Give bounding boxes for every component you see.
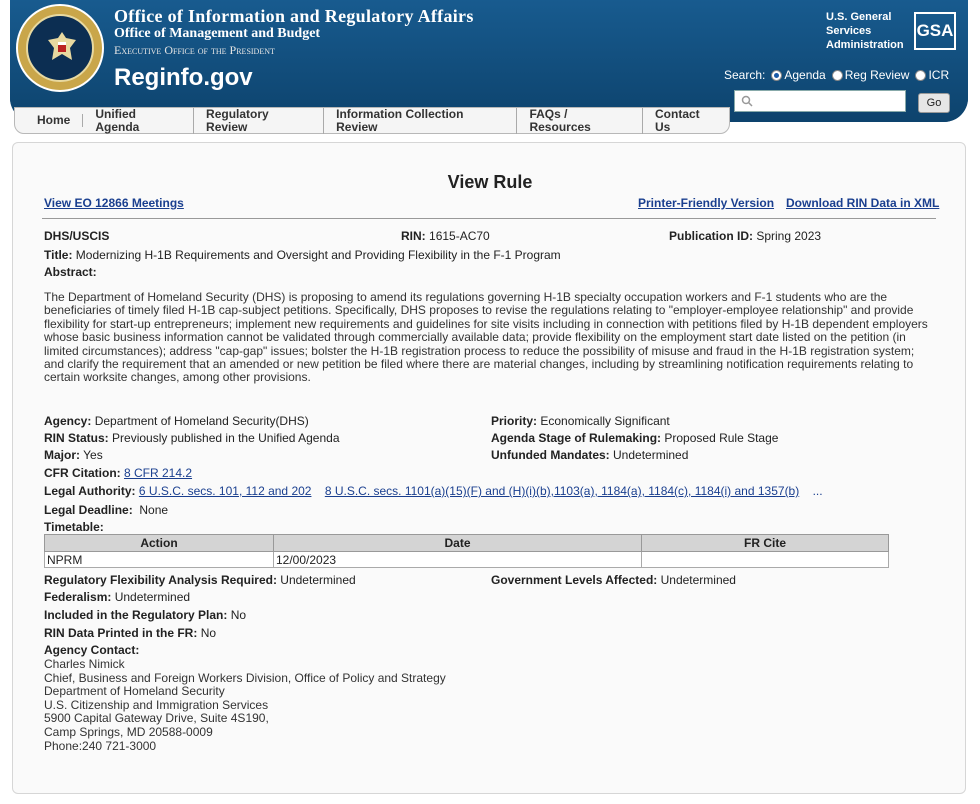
radio-agenda[interactable]: [771, 70, 782, 81]
contact-department: Department of Homeland Security: [44, 684, 225, 699]
timetable-cell-date: 12/00/2023: [274, 552, 642, 568]
site-name[interactable]: Reginfo.gov: [114, 64, 253, 91]
table-row: [45, 552, 889, 568]
omb-title: Office of Management and Budget: [114, 26, 321, 41]
presidential-seal-icon: [16, 4, 104, 92]
contact-address: 5900 Capital Gateway Drive, Suite 4S190,: [44, 711, 269, 726]
timetable-label: Timetable:: [44, 520, 104, 534]
nav-home[interactable]: Home: [25, 114, 83, 127]
legal-authority-link-1[interactable]: 6 U.S.C. secs. 101, 112 and 202: [138, 484, 312, 498]
search-options: [724, 68, 949, 82]
major-field: Major: Yes: [44, 448, 103, 462]
contact-city: Camp Springs, MD 20588-0009: [44, 724, 213, 739]
agency-contact-label: Agency Contact:: [44, 643, 140, 657]
contact-agency: U.S. Citizenship and Immigration Services: [44, 697, 269, 712]
federalism-field: Federalism: Undetermined: [44, 590, 191, 604]
abstract-label: Abstract:: [44, 265, 97, 279]
timetable-header-fr-cite: FR Cite: [642, 535, 889, 552]
legal-deadline-field: Legal Deadline: None: [44, 503, 169, 517]
unfunded-mandates-field: Unfunded Mandates: Undetermined: [491, 448, 689, 462]
contact-phone: Phone:240 721-3000: [44, 738, 157, 753]
nav-unified-agenda[interactable]: Unified Agenda: [83, 108, 194, 134]
agenda-stage-field: Agenda Stage of Rulemaking: Proposed Rule Stage: [491, 431, 779, 445]
radio-icr[interactable]: [915, 70, 926, 81]
seal-inner: [26, 14, 94, 82]
radio-reg-review[interactable]: [832, 70, 843, 81]
agency-contact: [44, 658, 446, 753]
gsa-text[interactable]: U.S. General Services Administration: [826, 11, 904, 51]
search-option-agenda[interactable]: Agenda: [771, 68, 825, 82]
page-title: View Rule: [447, 172, 533, 192]
cfr-citation-link[interactable]: 8 CFR 214.2: [124, 466, 193, 480]
agency-code: DHS/USCIS: [44, 229, 110, 243]
eagle-icon: [46, 30, 78, 66]
rin-status-field: RIN Status: Previously published in the Unified Agenda: [44, 431, 340, 445]
legal-authority-field: Legal Authority: 6 U.S.C. secs. 101, 112 and 202 8 U.S.C. secs. 1101(a)(15)(F) and (H)(i)(b),1103(a), 1184(a), 1184(c), 1184(i) and 1357(b) ...: [44, 484, 823, 498]
nav-contact-us[interactable]: Contact Us: [655, 106, 700, 134]
go-button[interactable]: Go: [918, 93, 950, 113]
rin-printed-field: RIN Data Printed in the FR: No: [44, 626, 217, 640]
abstract-text: The Department of Homeland Security (DHS) is proposing to amend its regulations governing H-1B specialty occupation workers and F-1 students who are the beneficiaries of timely filed H-1B cap-subject petitions. Specifically, DHS proposes to revise the regulations relating to "employer-employee relationship" and provide flexibility for start-up entrepreneurs; implement new requirements and guidelines for site visits including in connection with petitions filed by H-1B dependent employers whose basic business information cannot be validated through commercially available data; provide flexibility on the employment start date listed on the petition (in limited circumstances); address "cap-gap" issues; bolster the H-1B registration process to reduce the possibility of misuse and fraud in the H-1B registration system; and clarify the requirement that an amended or new petition be filed where there are material changes, including by streamlining notification requirements relating to certain worksite changes, among other provisions.: [44, 290, 928, 385]
publication-id-field: Publication ID: Spring 2023: [669, 229, 822, 243]
title-field: Title: Modernizing H-1B Requirements and Oversight and Providing Flexibility in the F-1 Program: [44, 248, 561, 262]
timetable-header-date: Date: [274, 535, 642, 552]
divider: [42, 218, 936, 219]
nav-regulatory-review[interactable]: Regulatory Review: [194, 108, 324, 134]
search-label: Search:: [724, 68, 766, 82]
download-xml-link[interactable]: Download RIN Data in XML: [786, 196, 940, 210]
contact-name: Charles Nimick: [44, 657, 125, 671]
cfr-citation-field: CFR Citation: 8 CFR 214.2: [44, 466, 193, 480]
timetable-cell-action: NPRM: [45, 552, 274, 568]
rin-field: RIN: 1615-AC70: [401, 229, 490, 243]
legal-authority-more[interactable]: ...: [812, 484, 823, 498]
rfa-field: Regulatory Flexibility Analysis Required: Undetermined: [44, 573, 356, 587]
search-option-reg-review[interactable]: Reg Review: [832, 68, 910, 82]
government-levels-field: Government Levels Affected: Undetermined: [491, 573, 736, 587]
legal-authority-link-2[interactable]: 8 U.S.C. secs. 1101(a)(15)(F) and (H)(i)(b),1103(a), 1184(a), 1184(c), 1184(i) and 1357(b): [324, 484, 800, 498]
priority-field: Priority: Economically Significant: [491, 414, 670, 428]
nav-information-collection-review[interactable]: Information Collection Review: [324, 108, 517, 134]
eop-title: Executive Office of the President: [114, 43, 275, 57]
timetable-table: [44, 534, 889, 568]
nav-faqs-resources[interactable]: FAQs / Resources: [517, 108, 643, 134]
search-input[interactable]: [734, 90, 906, 112]
printer-friendly-link[interactable]: Printer-Friendly Version: [638, 196, 775, 210]
timetable-cell-fr-cite: [642, 552, 889, 568]
main-nav: [14, 107, 730, 134]
office-title: Office of Information and Regulatory Affairs: [114, 6, 474, 26]
view-meetings-link[interactable]: View EO 12866 Meetings: [44, 196, 184, 210]
search-option-icr[interactable]: ICR: [915, 68, 949, 82]
contact-title: Chief, Business and Foreign Workers Division, Office of Policy and Strategy: [44, 670, 446, 685]
timetable-header-action: Action: [45, 535, 274, 552]
search-icon: [741, 95, 753, 107]
regulatory-plan-field: Included in the Regulatory Plan: No: [44, 608, 247, 622]
agency-field: Agency: Department of Homeland Security(DHS): [44, 414, 309, 428]
gsa-logo[interactable]: GSA: [914, 12, 956, 50]
timetable-header-row: [45, 535, 889, 552]
